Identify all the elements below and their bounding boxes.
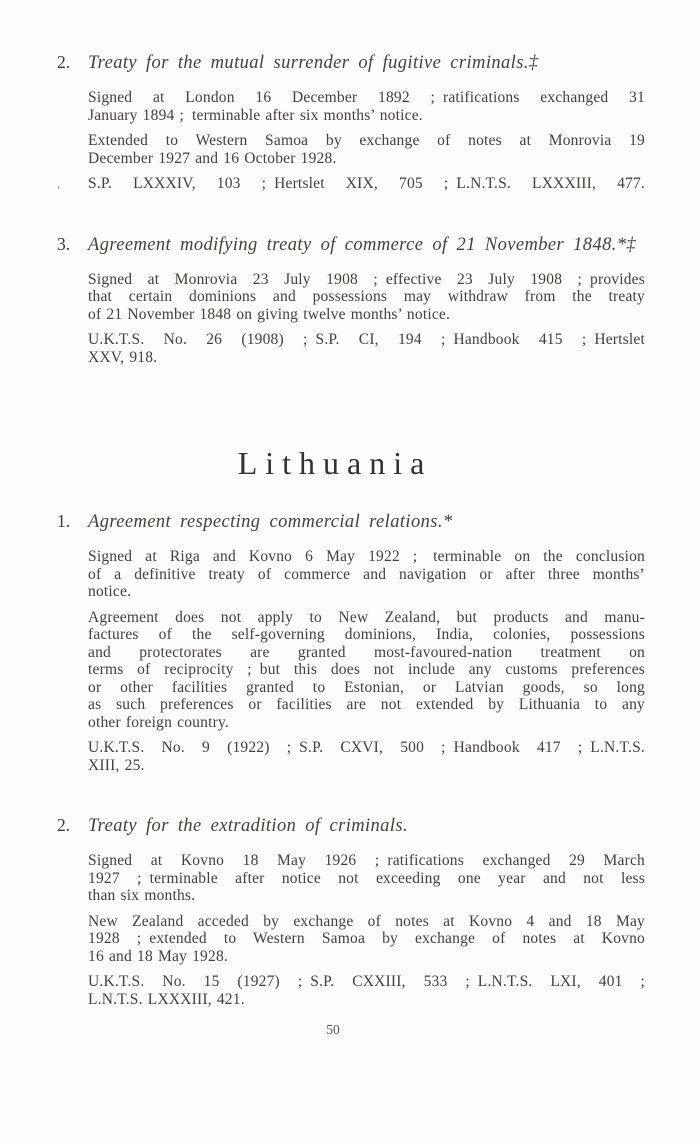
treaty-heading <box>57 233 645 256</box>
treaty-item <box>57 814 645 1008</box>
text-line: Agreement does not apply to New Zealand, but products and manu- <box>88 608 645 626</box>
text-line: December 1927 and 16 October 1928. <box>88 149 337 167</box>
treaty-title: Treaty for the mutual surrender of fugitive criminals.‡ <box>88 53 539 73</box>
treaty-title: Agreement modifying treaty of commerce of 21 November 1848.*‡ <box>88 234 637 255</box>
paragraph <box>88 609 645 732</box>
treaty-heading <box>57 814 645 837</box>
text-line: factures of the self-governing dominions, India, colonies, possessions <box>88 626 645 643</box>
text-line: January 1894 ; terminable after six months’ notice. <box>88 106 423 124</box>
text-line: than six months. <box>88 887 196 904</box>
paragraph <box>88 271 645 324</box>
page-number: 50 <box>326 1022 340 1037</box>
text-line: XXV, 918. <box>88 348 158 366</box>
text-line: other foreign country. <box>88 713 229 731</box>
item-number: 3. <box>57 233 71 254</box>
country-heading: Lithuania <box>237 445 433 481</box>
treaty-title: Agreement respecting commercial relations.* <box>88 512 453 532</box>
text-line: as such preferences or facilities are not extended by Lithuania to any <box>88 696 645 713</box>
treaty-item <box>57 510 645 774</box>
text-line: notice. <box>88 583 132 600</box>
treaty-title: Treaty for the extradition of criminals. <box>88 816 408 836</box>
text-line: 16 and 18 May 1928. <box>88 947 228 965</box>
text-line: 1927 ; terminable after notice not exceeding one year and not less <box>88 869 645 887</box>
text-line: Extended to Western Samoa by exchange of notes at Monrovia 19 <box>88 132 645 149</box>
text-line: terms of reciprocity ; but this does not include any customs preferences <box>88 661 645 678</box>
treaty-item <box>57 233 645 367</box>
text-line: U.K.T.S. No. 26 (1908) ; S.P. CI, 194 ; Handbook 415 ; Hertslet <box>88 331 645 348</box>
item-number: 1. <box>57 511 71 531</box>
treaty-list <box>57 51 645 1008</box>
print-artifact-mark: , <box>57 176 61 191</box>
text-line: of a definitive treaty of commerce and navigation or after three months’ <box>88 565 645 583</box>
treaty-heading <box>57 51 645 74</box>
text-line: of 21 November 1848 on giving twelve months’ notice. <box>88 305 451 323</box>
reference-citation <box>88 175 645 193</box>
text-line: New Zealand acceded by exchange of notes at Kovno 4 and 18 May <box>88 912 645 930</box>
text-line: U.K.T.S. No. 9 (1922) ; S.P. CXVI, 500 ; Handbook 417 ; L.N.T.S. <box>88 739 645 756</box>
paragraph <box>88 89 645 124</box>
text-line: that certain dominions and possessions may withdraw from the treaty <box>88 288 645 305</box>
treaty-heading <box>57 510 645 533</box>
paragraph <box>88 548 645 601</box>
text-line: or other facilities granted to Estonian, or Latvian goods, so long <box>88 678 645 696</box>
paragraph <box>88 852 645 905</box>
item-number: 2. <box>57 815 71 835</box>
reference-citation <box>88 973 645 1008</box>
text-line: 1928 ; extended to Western Samoa by exchange of notes at Kovno <box>88 930 645 947</box>
text-line: L.N.T.S. LXXXIII, 421. <box>88 990 245 1008</box>
text-line: and protectorates are granted most-favoured-nation treatment on <box>88 643 645 661</box>
reference-citation <box>88 739 645 774</box>
text-line: U.K.T.S. No. 15 (1927) ; S.P. CXXIII, 533 ; L.N.T.S. LXI, 401 ; <box>88 973 645 990</box>
reference-citation <box>88 331 645 366</box>
text-line: Signed at London 16 December 1892 ; ratifications exchanged 31 <box>88 89 645 106</box>
text-line: Signed at Riga and Kovno 6 May 1922 ; terminable on the conclusion <box>88 548 645 565</box>
text-line: Signed at Kovno 18 May 1926 ; ratifications exchanged 29 March <box>88 852 645 869</box>
text-line: Signed at Monrovia 23 July 1908 ; effective 23 July 1908 ; provides <box>88 270 645 288</box>
text-line: XIII, 25. <box>88 756 145 774</box>
paragraph <box>88 913 645 966</box>
item-number: 2. <box>57 52 71 72</box>
paragraph <box>88 132 645 167</box>
text-line: S.P. LXXXIV, 103 ; Hertslet XIX, 705 ; L.N.T.S. LXXXIII, 477. <box>88 175 645 192</box>
treaty-item <box>57 51 645 193</box>
